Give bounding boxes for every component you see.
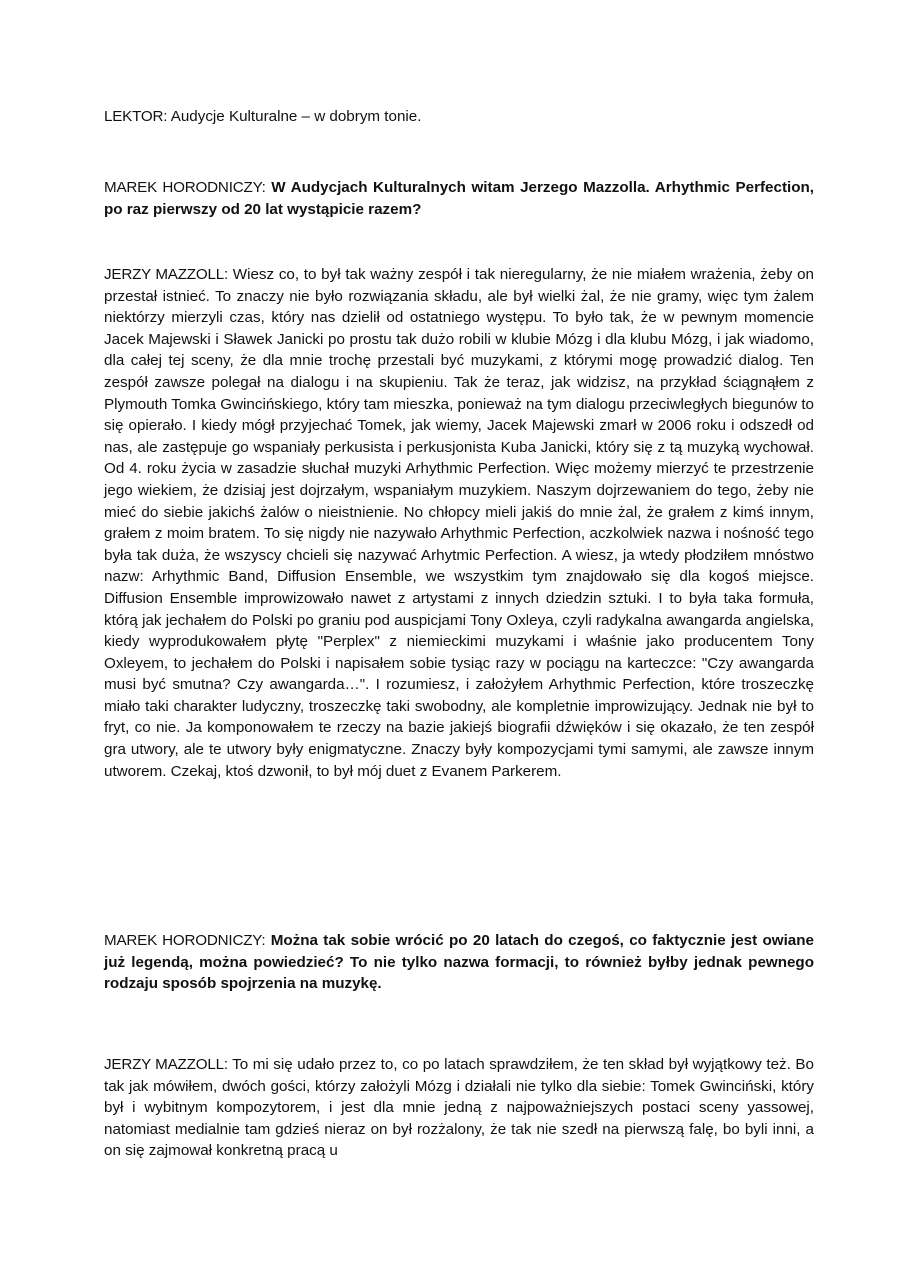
paragraph-question-1 <box>104 177 814 220</box>
answer-text: Wiesz co, to był tak ważny zespół i tak nieregularny, że nie miałem wrażenia, żeby on przestał istnieć. To znaczy nie było rozwiązania składu, ale był wielki żal, że nie gramy, więc tym żalem niektórzy mierzyli czas, który nas dzielił od ostatniego występu. To było tak, że w pewnym momencie Jacek Majewski i Sławek Janicki po prostu tak dużo robili w klubie Mózg i dla klubu Mózg, i jak wiadomo, dla całej tej sceny, że dla mnie trochę przestali być muzykami, z którymi mogę prowadzić dialog. Ten zespół zawsze polegał na dialogu i na skupieniu. Tak że teraz, jak widzisz, na przykład ściągnąłem z Plymouth Tomka Gwincińskiego, który tam mieszka, ponieważ na tym dialogu przeciwległych biegunów to się opierało. I kiedy mógł przyjechać Tomek, jak wiemy, Jacek Majewski zmarł w 2006 roku i odszedł od nas, ale zastępuje go wspaniały perkusista i perkusjonista Kuba Janicki, który się z tą muzyką wychował. Od 4. roku życia w zasadzie słuchał muzyki Arhythmic Perfection. Więc możemy mierzyć te przestrzenie jego wiekiem, że dzisiaj jest dojrzałym, wspaniałym muzykiem. Naszym dojrzewaniem do tego, żeby nie mieć do siebie jakichś żalów o nieistnienie. No chłopcy mieli jakiś do mnie żal, że grałem z kimś innym, grałem z moim bratem. To się nigdy nie nazywało Arhythmic Perfection, aczkolwiek nazwa i nośność tego była tak duża, że wszyscy chcieli się nazywać Arhytmic Perfection. A wiesz, ja wtedy płodziłem mnóstwo nazw: Arhythmic Band, Diffusion Ensemble, we wszystkim tym znajdowało się dla kogoś miejsce. Diffusion Ensemble improwizowało nawet z artystami z innych dziedzin sztuki. I to była taka formuła, którą jak jechałem do Polski po graniu pod auspicjami Tony Oxleya, czyli radykalna awangarda angielska, kiedy wyprodukowałem płytę "Perplex" z niemieckimi muzykami i właśnie jako producentem Tony Oxleyem, to jechałem do Polski i napisałem sobie tysiąc razy w pociągu na karteczce: "Czy awangarda musi być smutna? Czy awangarda…". I rozumiesz, i założyłem Arhythmic Perfection, które troszeczkę miało taki charakter ludyczny, troszeczkę taki swobodny, ale kompletnie improwizujący. Jednak nie był to fryt, co nie. Ja komponowałem te rzeczy na bazie jakiejś biografii dźwięków i się okazało, że ten zespół gra utwory, ale te utwory były enigmatyczne. Znaczy były kompozycjami tymi samymi, ale zawsze innym utworem. Czekaj, ktoś dzwonił, to był mój duet z Evanem Parkerem. <box>104 266 814 780</box>
speaker-label: LEKTOR: <box>104 108 168 125</box>
paragraph-question-2 <box>104 930 814 995</box>
answer-text: To mi się udało przez to, co po latach sprawdziłem, że ten skład był wyjątkowy też. Bo tak jak mówiłem, dwóch gości, którzy założyli Mózg i działali nie tylko dla siebie: Tomek Gwinciński, który był i wybitnym kompozytorem, i jest dla mnie jedną z najpoważniejszych postaci sceny yassowej, natomiast medialnie tam gdzieś nieraz on był rozżalony, że tak nie szedł na pierwszą falę, bo byli inni, a on się zajmował konkretną pracą u <box>104 1056 814 1160</box>
speaker-label: MAREK HORODNICZY: <box>104 179 266 196</box>
question-text: W Audycjach Kulturalnych witam Jerzego Mazzolla. Arhythmic Perfection, po raz pierwszy od 20 lat wystąpicie razem? <box>104 179 814 218</box>
paragraph-text: Audycje Kulturalne – w dobrym tonie. <box>170 108 422 125</box>
paragraph-answer-1 <box>104 264 814 782</box>
question-text: Można tak sobie wrócić po 20 latach do czegoś, co faktycznie jest owiane już legendą, można powiedzieć? To nie tylko nazwa formacji, to również byłby jednak pewnego rodzaju sposób spojrzenia na muzykę. <box>104 932 814 993</box>
paragraph-answer-2 <box>104 1054 814 1162</box>
speaker-label: MAREK HORODNICZY: <box>104 932 266 949</box>
speaker-label: JERZY MAZZOLL: <box>104 1056 228 1073</box>
speaker-label: JERZY MAZZOLL: <box>104 266 229 283</box>
paragraph-lektor <box>104 106 814 128</box>
